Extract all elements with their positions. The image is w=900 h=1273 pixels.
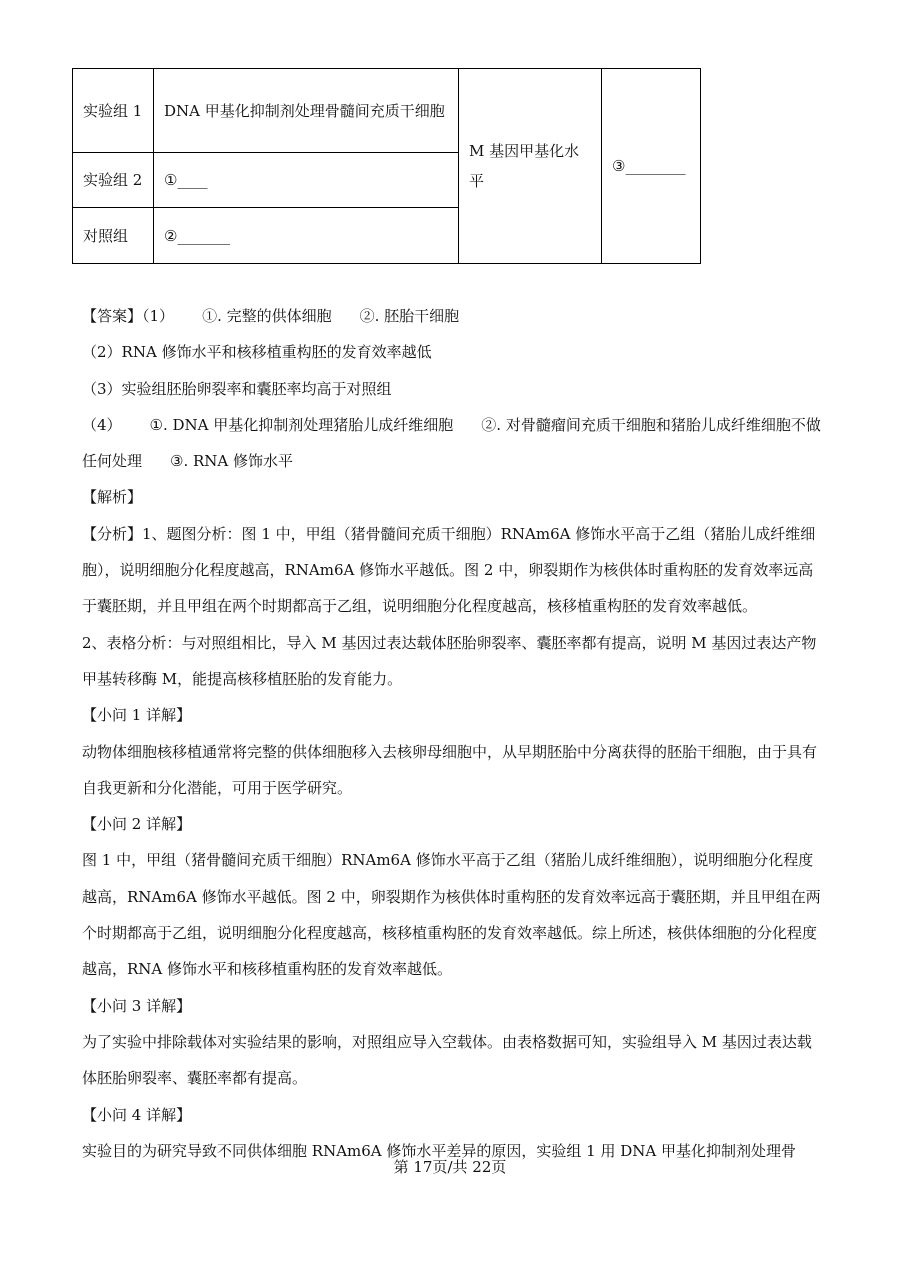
sub1-text: 动物体细胞核移植通常将完整的供体细胞移入去核卵母细胞中，从早期胚胎中分离获得的胚胎干细胞，由于具有自我更新和分化潜能，可用于医学研究。 bbox=[82, 742, 818, 797]
sub3-title: 【小问 3 详解】 bbox=[82, 996, 192, 1015]
sub3-text: 为了实验中排除载体对实验结果的影响，对照组应导入空载体。由表格数据可知，实验组导入 M 基因过表达载体胚胎卵裂率、囊胚率都有提高。 bbox=[82, 1032, 812, 1088]
answer-content bbox=[82, 298, 822, 1169]
group-cell: 对照组 bbox=[73, 208, 154, 264]
sub4-title: 【小问 4 详解】 bbox=[82, 1105, 192, 1124]
sub2-title: 【小问 2 详解】 bbox=[82, 815, 192, 834]
q4-answer bbox=[82, 407, 822, 480]
analysis-part-2: 2、表格分析：与对照组相比，导入 M 基因过表达载体胚胎卵裂率、囊胚率都有提高，说明 M 基因过表达产物甲基转移酶 M，能提高核移植胚胎的发育能力。 bbox=[82, 633, 817, 688]
group-cell: 实验组 2 bbox=[73, 153, 154, 208]
fenxi-label: 【分析】 bbox=[82, 524, 143, 543]
treatment-cell: DNA 甲基化抑制剂处理骨髓间充质干细胞 bbox=[154, 69, 459, 153]
fenxi-text-1: 1、题图分析：图 1 中，甲组（猪骨髓间充质干细胞）RNAm6A 修饰水平高于乙组（猪胎儿成纤维细胞），说明细胞分化程度越高，RNAm6A 修饰水平越低。图 2 中，卵裂期作为核供体时重构胚的发育效率远高于囊胚期，并且甲组在两个时期都高于乙组，说明细胞分化程度越高，核移植重构胚的发育效率越低。 bbox=[82, 524, 816, 616]
sub1-title: 【小问 1 详解】 bbox=[82, 706, 192, 725]
q4-answer-b: ②. 对骨髓瘤间充质干细胞和猪胎儿成纤维细胞不做任何处理 bbox=[82, 415, 821, 471]
sub2-text: 图 1 中，甲组（猪骨髓间充质干细胞）RNAm6A 修饰水平高于乙组（猪胎儿成纤维细胞），说明细胞分化程度越高，RNAm6A 修饰水平越低。图 2 中，卵裂期作为核供体时重构胚的发育效率远高于囊胚期，并且甲组在两个时期都高于乙组，说明细胞分化程度越高，核移植重构胚的发育效率越低。综上所述，核供体细胞的分化程度越高，RNA 修饰水平和核移植重构胚的发育效率越低。 bbox=[82, 851, 821, 979]
q2-answer: （2）RNA 修饰水平和核移植重构胚的发育效率越低 bbox=[82, 343, 432, 362]
result-cell: ③________ bbox=[602, 69, 701, 264]
group-cell: 实验组 1 bbox=[73, 69, 154, 153]
experiment-table bbox=[72, 68, 701, 264]
analysis-label: 【解析】 bbox=[82, 488, 143, 507]
measure-cell: M 基因甲基化水平 bbox=[459, 69, 602, 264]
treatment-cell: ①____ bbox=[154, 153, 459, 208]
answer-line-1 bbox=[82, 298, 822, 334]
q1-answer-b: ②. 胚胎干细胞 bbox=[359, 307, 460, 325]
sub4-text: 实验目的为研究导致不同供体细胞 RNAm6A 修饰水平差异的原因，实验组 1 用 DNA 甲基化抑制剂处理骨 bbox=[82, 1141, 796, 1160]
q3-answer: （3）实验组胚胎卵裂率和囊胚率均高于对照组 bbox=[82, 379, 392, 398]
q4-answer-a: ①. DNA 甲基化抑制剂处理猪胎儿成纤维细胞 bbox=[149, 415, 454, 434]
q4-number: （4） bbox=[82, 415, 122, 434]
q1-number: （1） bbox=[142, 307, 175, 325]
q1-answer-a: ①. 完整的供体细胞 bbox=[202, 307, 332, 325]
answer-label: 【答案】 bbox=[82, 307, 143, 325]
treatment-cell: ②_______ bbox=[154, 208, 459, 264]
q4-answer-c: ③. RNA 修饰水平 bbox=[170, 452, 294, 471]
analysis-part-1 bbox=[82, 516, 822, 625]
page-footer: 第 17页/共 22页 bbox=[393, 1158, 507, 1176]
